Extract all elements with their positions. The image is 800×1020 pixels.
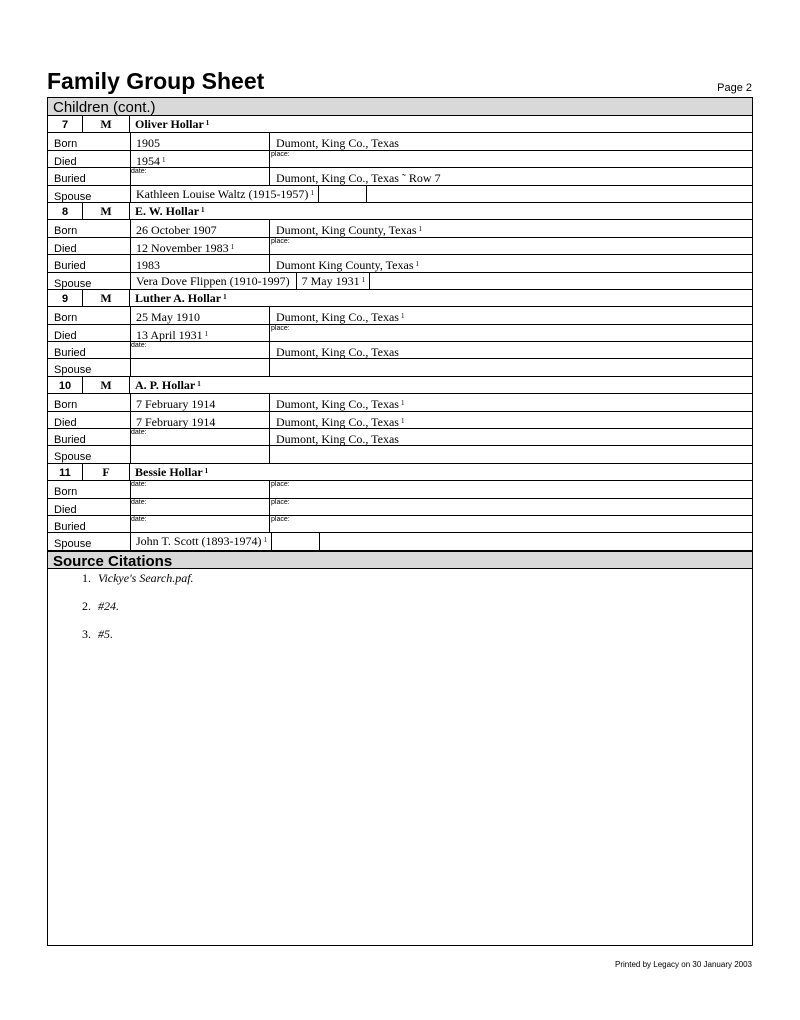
- column-divider: [269, 481, 270, 497]
- column-divider: [269, 307, 270, 323]
- column-divider: [130, 307, 131, 323]
- spouse-label: Spouse: [54, 277, 92, 290]
- citation-item: [82, 571, 752, 599]
- date-value: 25 May 1910: [136, 310, 200, 325]
- child-sex: M: [83, 377, 130, 393]
- column-divider: [269, 238, 270, 254]
- buried-date: [136, 170, 138, 186]
- column-divider: [366, 186, 367, 202]
- place-value: Dumont, King County, Texas: [276, 223, 417, 238]
- died-row: [48, 238, 752, 255]
- died-date: [136, 501, 138, 517]
- died-place: [276, 240, 278, 256]
- buried-place: [276, 431, 401, 447]
- buried-label: Buried: [54, 347, 86, 360]
- buried-label: Buried: [54, 173, 86, 186]
- child-number: 11: [48, 464, 83, 480]
- column-divider: [130, 220, 131, 236]
- column-divider: [130, 238, 131, 254]
- column-divider: [130, 133, 131, 149]
- spouse-name-text: Kathleen Louise Waltz (1915-1957): [136, 186, 309, 201]
- column-divider: [269, 220, 270, 236]
- date-field-label: date:: [131, 342, 147, 350]
- born-row: [48, 307, 752, 324]
- born-row: [48, 481, 752, 498]
- buried-date: [136, 344, 138, 360]
- column-divider: [130, 255, 131, 271]
- buried-label: Buried: [54, 434, 86, 447]
- buried-date: [136, 257, 162, 273]
- born-row: [48, 220, 752, 237]
- marriage-date: [324, 186, 326, 203]
- place-field-label: place:: [271, 481, 290, 489]
- citation-marker: 1: [230, 242, 235, 251]
- child-header-row: [48, 464, 752, 481]
- spouse-row: [48, 359, 752, 376]
- date-value: 13 April 1931: [136, 327, 203, 342]
- citation-marker: 1: [204, 329, 209, 338]
- child-header-row: [48, 377, 752, 394]
- column-divider: [269, 151, 270, 167]
- born-label: Born: [54, 486, 78, 499]
- citation-marker: 1: [263, 536, 268, 545]
- spouse-name: [136, 359, 138, 375]
- date-value: 7 February 1914: [136, 414, 216, 429]
- died-date: [136, 153, 166, 169]
- spouse-name: [136, 186, 314, 202]
- died-row: [48, 151, 752, 168]
- child-name: [135, 377, 201, 393]
- page-number: Page 2: [717, 82, 752, 94]
- column-divider: [130, 186, 131, 202]
- buried-row: [48, 168, 752, 185]
- born-place: [276, 222, 422, 238]
- buried-date: [136, 518, 138, 534]
- place-value: Dumont, King Co., Texas ˜ Row 7: [276, 171, 441, 186]
- place-field-label: place:: [271, 324, 290, 332]
- column-divider: [130, 325, 131, 341]
- child-header-row: [48, 290, 752, 307]
- date-value: 1954: [136, 153, 160, 168]
- column-divider: [269, 359, 270, 375]
- place-value: Dumont, King Co., Texas: [276, 136, 399, 151]
- child-name: [135, 464, 208, 480]
- died-row: [48, 499, 752, 516]
- column-divider: [130, 446, 131, 462]
- born-row: [48, 133, 752, 150]
- date-field-label: date:: [131, 498, 147, 506]
- citation-item: [82, 627, 752, 655]
- date-value: 1905: [136, 136, 160, 151]
- citation-number: 3.: [82, 626, 91, 641]
- died-date: [136, 240, 234, 256]
- spouse-label: Spouse: [54, 364, 92, 377]
- born-date: [136, 396, 217, 412]
- column-divider: [130, 273, 131, 289]
- child-name-text: Luther A. Hollar: [135, 290, 222, 305]
- child-sex: F: [83, 464, 130, 480]
- died-place: [276, 327, 278, 343]
- column-divider: [318, 186, 319, 202]
- column-divider: [130, 394, 131, 410]
- died-label: Died: [54, 155, 77, 168]
- born-row: [48, 394, 752, 411]
- spouse-row: [48, 273, 752, 290]
- born-place: [276, 396, 404, 412]
- citation-marker: 1: [418, 225, 422, 234]
- column-divider: [269, 412, 270, 428]
- date-value: 7 February 1914: [136, 397, 216, 412]
- spouse-name-text: John T. Scott (1893-1974): [136, 534, 262, 549]
- spouse-label: Spouse: [54, 451, 92, 464]
- died-label: Died: [54, 329, 77, 342]
- buried-label: Buried: [54, 260, 86, 273]
- family-group-sheet: [47, 97, 753, 946]
- place-field-label: place:: [271, 150, 290, 158]
- citation-marker: 1: [400, 416, 405, 425]
- child-name-text: E. W. Hollar: [135, 203, 200, 218]
- born-date: [136, 309, 202, 325]
- died-place: [276, 501, 278, 517]
- spouse-label: Spouse: [54, 190, 92, 203]
- buried-date: [136, 431, 138, 447]
- column-divider: [271, 533, 272, 549]
- died-label: Died: [54, 242, 77, 255]
- citation-marker: 1: [204, 466, 209, 475]
- born-label: Born: [54, 312, 78, 325]
- child-name-text: Oliver Hollar: [135, 117, 204, 131]
- buried-row: [48, 429, 752, 446]
- born-place: [276, 483, 278, 499]
- citation-item: [82, 599, 752, 627]
- column-divider: [269, 394, 270, 410]
- died-place: [276, 414, 404, 430]
- child-sex: M: [83, 116, 130, 132]
- citation-marker: 1: [415, 260, 419, 269]
- place-value: Dumont, King Co., Texas: [276, 345, 399, 360]
- citation-marker: 1: [400, 399, 405, 408]
- place-field-label: place:: [271, 498, 290, 506]
- children-section-header: Children (cont.): [48, 98, 752, 116]
- source-citations-header: Source Citations: [48, 551, 752, 569]
- buried-place: [276, 257, 419, 273]
- citation-marker: 1: [361, 275, 366, 284]
- date-value: 12 November 1983: [136, 240, 229, 255]
- born-place: [276, 309, 404, 325]
- place-value: Dumont, King Co., Texas: [276, 310, 399, 325]
- child-header-row: [48, 116, 752, 133]
- child-number: 10: [48, 377, 83, 393]
- died-row: [48, 412, 752, 429]
- column-divider: [269, 342, 270, 358]
- buried-row: [48, 342, 752, 359]
- died-place: [276, 153, 278, 169]
- died-date: [136, 414, 217, 430]
- spouse-name: [136, 533, 267, 549]
- column-divider: [369, 273, 370, 289]
- buried-place: [276, 518, 278, 534]
- spouse-label: Spouse: [54, 538, 92, 551]
- place-value: Dumont, King Co., Texas: [276, 397, 399, 412]
- marriage-date: [302, 273, 366, 290]
- born-label: Born: [54, 225, 78, 238]
- born-date: [136, 135, 162, 151]
- printed-footer: Printed by Legacy on 30 January 2003: [615, 960, 752, 969]
- column-divider: [130, 151, 131, 167]
- buried-place: [276, 344, 401, 360]
- child-name: [135, 290, 227, 306]
- born-label: Born: [54, 138, 78, 151]
- buried-row: [48, 516, 752, 533]
- child-number: 8: [48, 203, 83, 219]
- citation-marker: 1: [205, 119, 210, 127]
- child-name: [135, 116, 209, 132]
- child-sex: M: [83, 203, 130, 219]
- date-field-label: date:: [131, 481, 147, 489]
- place-field-label: place:: [271, 237, 290, 245]
- spouse-name-text: Vera Dove Flippen (1910-1997): [136, 273, 290, 288]
- column-divider: [319, 533, 320, 549]
- column-divider: [269, 446, 270, 462]
- page-title: Family Group Sheet: [47, 68, 265, 94]
- column-divider: [269, 133, 270, 149]
- citation-text: Vickye's Search.paf.: [98, 570, 194, 585]
- date-field-label: date:: [131, 168, 147, 176]
- column-divider: [269, 168, 270, 184]
- date-value: 26 October 1907: [136, 223, 217, 238]
- born-label: Born: [54, 399, 78, 412]
- child-number: 9: [48, 290, 83, 306]
- column-divider: [130, 412, 131, 428]
- column-divider: [296, 273, 297, 289]
- born-date: [136, 483, 138, 499]
- child-name: [135, 203, 205, 219]
- child-name-text: Bessie Hollar: [135, 464, 203, 479]
- citation-marker: 1: [310, 188, 314, 197]
- place-value: Dumont, King Co., Texas: [276, 414, 399, 429]
- spouse-name: [136, 446, 138, 462]
- buried-row: [48, 255, 752, 272]
- buried-label: Buried: [54, 520, 86, 533]
- column-divider: [269, 499, 270, 515]
- column-divider: [130, 533, 131, 549]
- died-label: Died: [54, 416, 77, 429]
- child-header-row: [48, 203, 752, 220]
- column-divider: [130, 359, 131, 375]
- citation-text: #5.: [98, 626, 113, 641]
- died-label: Died: [54, 503, 77, 516]
- place-value: Dumont, King Co., Texas: [276, 432, 399, 447]
- child-sex: M: [83, 290, 130, 306]
- column-divider: [269, 429, 270, 445]
- child-name-text: A. P. Hollar: [135, 377, 196, 392]
- date-field-label: date:: [131, 429, 147, 437]
- child-number: 7: [48, 116, 83, 132]
- born-date: [136, 222, 219, 238]
- column-divider: [269, 325, 270, 341]
- column-divider: [269, 255, 270, 271]
- citation-list: [48, 569, 752, 655]
- marriage-date-text: 7 May 1931: [301, 273, 360, 288]
- children-list: [48, 116, 752, 551]
- spouse-row: [48, 186, 752, 203]
- citation-marker: 1: [201, 205, 205, 214]
- column-divider: [269, 516, 270, 532]
- citation-number: 2.: [82, 598, 91, 613]
- date-field-label: date:: [131, 515, 147, 523]
- died-date: [136, 327, 208, 343]
- citation-marker: 1: [197, 379, 201, 388]
- spouse-row: [48, 533, 752, 550]
- marriage-date: [277, 533, 279, 550]
- citation-marker: 1: [223, 292, 227, 301]
- born-place: [276, 135, 401, 151]
- spouse-name: [136, 273, 292, 289]
- citation-text: #24.: [98, 598, 119, 613]
- place-value: Dumont King County, Texas: [276, 258, 414, 273]
- date-value: 1983: [136, 258, 160, 273]
- buried-place: [276, 170, 443, 186]
- place-field-label: place:: [271, 515, 290, 523]
- spouse-row: [48, 446, 752, 463]
- citation-marker: 1: [400, 312, 405, 321]
- died-row: [48, 325, 752, 342]
- citation-number: 1.: [82, 570, 91, 585]
- citation-marker: 1: [162, 155, 166, 164]
